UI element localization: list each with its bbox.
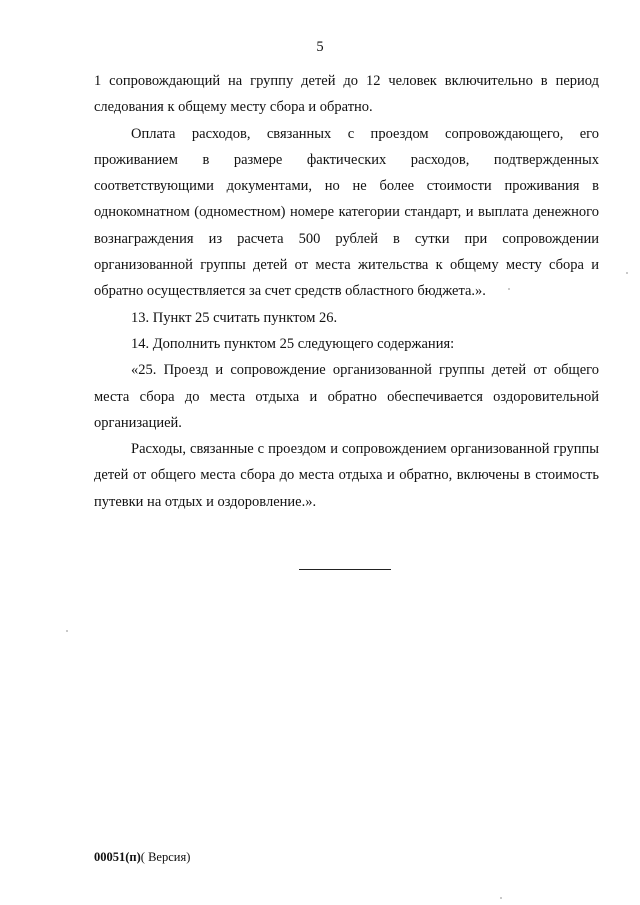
- scan-speck: [626, 272, 628, 274]
- footer-code: 00051(п): [94, 850, 141, 864]
- page-number: 5: [316, 39, 324, 55]
- closing-separator-line: [299, 569, 391, 570]
- footer-document-code: [94, 850, 190, 865]
- footer-version: ( Версия): [140, 850, 191, 864]
- scan-speck: [508, 288, 510, 290]
- paragraph-item-13: 13. Пункт 25 считать пунктом 26.: [131, 309, 338, 326]
- paragraph-expenses-included: Расходы, связанные с проездом и сопровождением организованной группы детей от общего места сбора до места отдыха и обратно, включены в стоимость путевки на отдых и оздоровление.».: [94, 441, 599, 510]
- paragraph-clause-25: «25. Проезд и сопровождение организованной группы детей от общего места сбора до места отдыха и обратно обеспечивается оздоровительной организацией.: [94, 362, 599, 431]
- paragraph-expense-payment: Оплата расходов, связанных с проездом сопровождающего, его проживанием в размере фактических расходов, подтвержденных соответствующими документами, но не более стоимости проживания в однокомнатном (одноместном) номере категории стандарт, и выплата денежного вознаграждения из расчета 500 рублей в сутки при сопровождении организованной группы детей от места жительства к общему месту сбора и обратно осуществляется за счет средств областного бюджета.».: [94, 125, 599, 300]
- document-body: [94, 68, 599, 515]
- scan-speck: [66, 630, 68, 632]
- paragraph-item-14: 14. Дополнить пунктом 25 следующего содержания:: [131, 335, 455, 352]
- paragraph-continuation: 1 сопровождающий на группу детей до 12 человек включительно в период следования к общему месту сбора и обратно.: [94, 73, 599, 116]
- scan-speck: [500, 897, 502, 899]
